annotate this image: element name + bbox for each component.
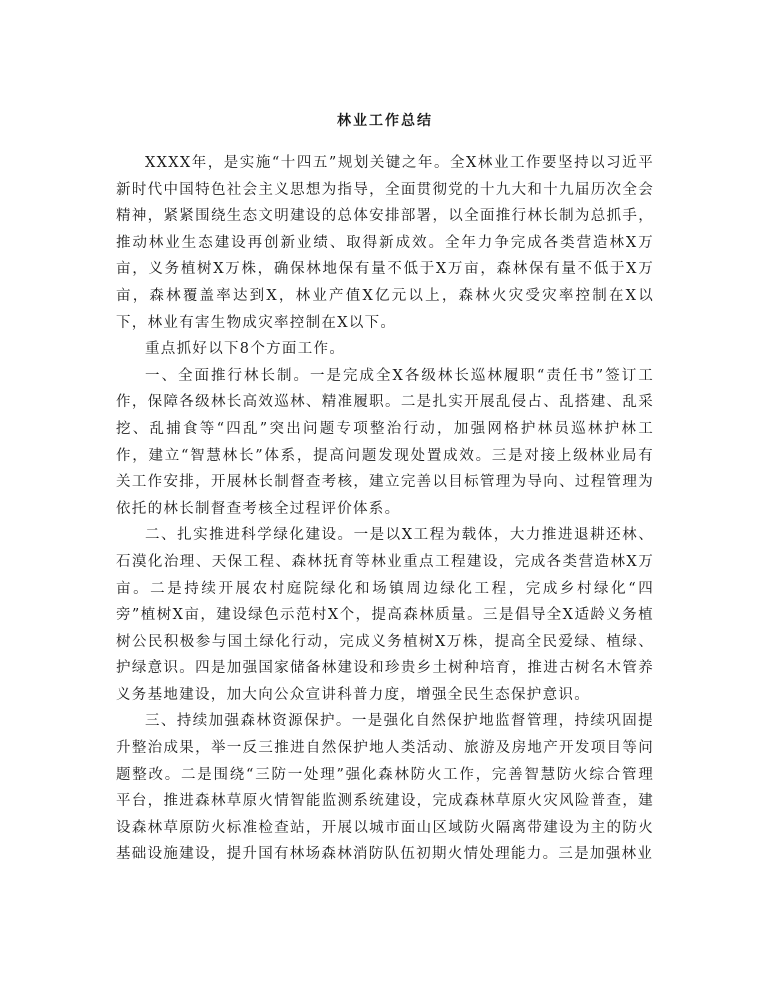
document-body [116, 150, 654, 868]
paragraph-intro: XXXX年，是实施“十四五”规划关键之年。全X林业工作要坚持以习近平新时代中国特色社会主义思想为指导，全面贯彻党的十九大和十九届历次全会精神，紧紧围绕生态文明建设的总体安排部署，以全面推行林长制为总抓手，推动林业生态建设再创新业绩、取得新成效。全年力争完成各类营造林X万亩，义务植树X万株，确保林地保有量不低于X万亩，森林保有量不低于X万亩，森林覆盖率达到X，林业产值X亿元以上，森林火灾受灾率控制在X以下，林业有害生物成灾率控制在X以下。 [116, 155, 654, 331]
paragraph-overview: 重点抓好以下8个方面工作。 [145, 341, 346, 358]
paragraph-section-3: 三、持续加强森林资源保护。一是强化自然保护地监督管理，持续巩固提升整治成果，举一反三推进自然保护地人类活动、旅游及房地产开发项目等问题整改。二是围绕“三防一处理”强化森林防火工作，完善智慧防火综合管理平台，推进森林草原火情智能监测系统建设，完成森林草原火灾风险普查，建设森林草原防火标准检查站，开展以城市面山区域防火隔离带建设为主的防火基础设施建设，提升国有林场森林消防队伍初期火情处理能力。三是加强林业 [116, 713, 654, 863]
paragraph-section-1: 一、全面推行林长制。一是完成全X各级林长巡林履职“责任书”签订工作，保障各级林长高效巡林、精准履职。二是扎实开展乱侵占、乱搭建、乱采挖、乱捕食等“四乱”突出问题专项整治行动，加强网格护林员巡林护林工作，建立“智慧林长”体系，提高问题发现处置成效。三是对接上级林业局有关工作安排，开展林长制督查考核，建立完善以目标管理为导向、过程管理为依托的林长制督查考核全过程评价体系。 [116, 367, 654, 517]
paragraph-section-2: 二、扎实推进科学绿化建设。一是以X工程为载体，大力推进退耕还林、石漠化治理、天保工程、森林抚育等林业重点工程建设，完成各类营造林X万亩。二是持续开展农村庭院绿化和场镇周边绿化工程，完成乡村绿化“四旁”植树X亩，建设绿色示范村X个，提高森林质量。三是倡导全X适龄义务植树公民积极参与国土绿化行动，完成义务植树X万株，提高全民爱绿、植绿、护绿意识。四是加强国家储备林建设和珍贵乡土树种培育，推进古树名木管养义务基地建设，加大向公众宣讲科普力度，增强全民生态保护意识。 [116, 527, 654, 703]
document-title: 林业工作总结 [337, 113, 433, 129]
